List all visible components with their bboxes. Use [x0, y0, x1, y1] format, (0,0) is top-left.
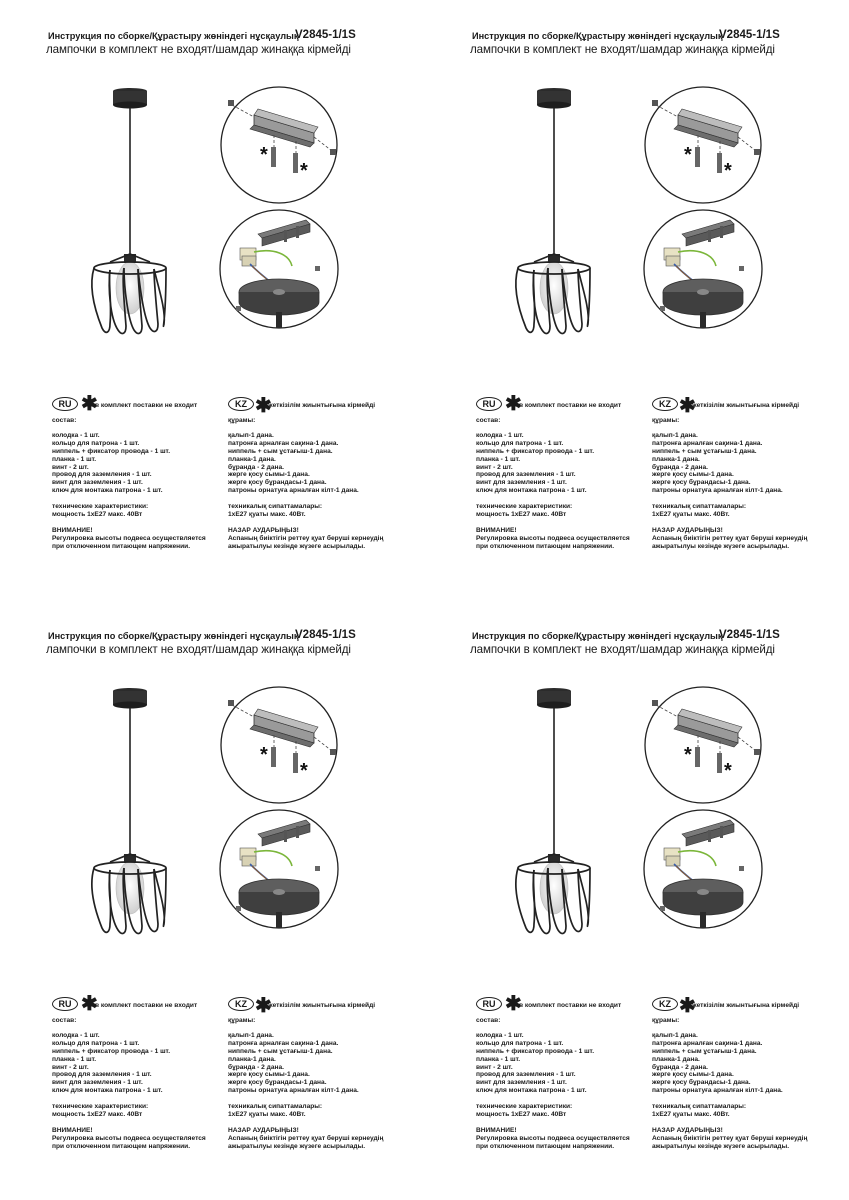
asterisk-icon: ✱ — [255, 995, 272, 1017]
asterisk-icon: ✱ — [505, 993, 522, 1015]
ru-warning-title: ВНИМАНИЕ! — [52, 526, 93, 534]
ru-warning-line: Регулировка высоты подвеса осуществляется — [52, 1134, 206, 1142]
asterisk-mark: * — [724, 160, 732, 182]
kz-item: жерге қосу сымы-1 дана. — [652, 1071, 734, 1079]
pendant-lamp-illustration — [504, 88, 604, 348]
bulbs-note: лампочки в комплект не входят/шамдар жинаққа кірмейді — [46, 43, 351, 56]
kz-warning-line: Аспаның биіктігін реттеу қуат беруші кернеудің — [652, 534, 808, 542]
kz-item: бұранда - 2 дана. — [652, 1063, 708, 1071]
ru-item: кольцо для патрона - 1 шт. — [476, 1039, 564, 1047]
kz-specs-title: техникалық сипаттамалары: — [652, 503, 747, 511]
kz-specs-title: техникалық сипаттамалары: — [228, 1103, 323, 1111]
mounting-bracket-diagram — [638, 85, 768, 205]
kz-badge: KZ — [228, 397, 254, 411]
kz-item: қалып-1 дана. — [228, 1031, 274, 1039]
ru-column — [476, 1017, 630, 1151]
ru-item: кольцо для патрона - 1 шт. — [476, 439, 564, 447]
ru-warning-title: ВНИМАНИЕ! — [52, 1126, 93, 1134]
ru-warning-line: при отключенном питающем напряжении. — [476, 1142, 615, 1150]
ru-item: кольцо для патрона - 1 шт. — [52, 439, 140, 447]
ru-item: провод для заземления - 1 шт. — [476, 471, 576, 479]
ru-item: винт - 2 шт. — [52, 463, 89, 471]
kz-item: патроны орнатуға арналған кілт-1 дана. — [652, 487, 783, 495]
mounting-bracket-diagram — [214, 85, 344, 205]
kz-warning-title: НАЗАР АУДАРЫҢЫЗ! — [228, 1126, 299, 1134]
ru-item: колодка - 1 шт. — [476, 1031, 524, 1039]
ru-specs-title: технические характеристики: — [52, 1103, 149, 1111]
ru-composition-title: состав: — [476, 417, 501, 424]
kz-item: ниппель + сым ұстағыш-1 дана. — [228, 447, 333, 455]
kz-warning-line: ажыратылуы кезінде жүзеге асырылады. — [652, 542, 790, 550]
kz-item: ниппель + сым ұстағыш-1 дана. — [228, 1047, 333, 1055]
kz-item: ниппель + сым ұстағыш-1 дана. — [652, 1047, 757, 1055]
sheet-title: Инструкция по сборке/Құрастыру жөніндегі нұсқаулық — [48, 31, 299, 41]
asterisk-icon: ✱ — [81, 393, 98, 415]
kz-not-included-note: жеткізілім жиынтығына кірмейді — [692, 1002, 800, 1009]
ru-not-included-note: в комплект поставки не входит — [95, 1002, 198, 1009]
ru-item: ключ для монтажа патрона - 1 шт. — [476, 487, 587, 495]
kz-specs-value: 1хЕ27 қуаты макс. 40Вт. — [228, 1111, 306, 1119]
model-number: V2845-1/1S — [295, 629, 356, 641]
ru-item: винт - 2 шт. — [52, 1063, 89, 1071]
kz-item: жерге қосу сымы-1 дана. — [228, 471, 310, 479]
kz-item: патроны орнатуға арналған кілт-1 дана. — [228, 487, 359, 495]
kz-item: патронға арналған сақина-1 дана. — [228, 439, 339, 447]
kz-column — [652, 417, 807, 551]
bulbs-note: лампочки в комплект не входят/шамдар жинаққа кірмейді — [46, 643, 351, 656]
model-number: V2845-1/1S — [295, 29, 356, 41]
kz-warning-line: ажыратылуы кезінде жүзеге асырылады. — [228, 1142, 366, 1150]
ru-item: ключ для монтажа патрона - 1 шт. — [52, 487, 163, 495]
ru-specs-value: мощность 1хЕ27 макс. 40Вт — [476, 511, 567, 519]
kz-warning-line: Аспаның биіктігін реттеу қуат беруші кернеудің — [228, 534, 384, 542]
asterisk-mark: * — [300, 760, 308, 782]
kz-item: патронға арналған сақина-1 дана. — [652, 439, 763, 447]
ru-item: винт для заземления - 1 шт. — [476, 1079, 567, 1087]
kz-composition-title: құрамы: — [228, 1017, 256, 1024]
kz-item: ниппель + сым ұстағыш-1 дана. — [652, 447, 757, 455]
ru-specs-title: технические характеристики: — [52, 503, 149, 511]
kz-not-included-note: жеткізілім жиынтығына кірмейді — [268, 402, 376, 409]
kz-item: қалып-1 дана. — [228, 431, 274, 439]
model-number: V2845-1/1S — [719, 29, 780, 41]
asterisk-mark: * — [724, 760, 732, 782]
ru-column — [52, 1017, 206, 1151]
asterisk-icon: ✱ — [255, 395, 272, 417]
wiring-canopy-diagram — [638, 208, 768, 330]
ru-item: винт - 2 шт. — [476, 463, 513, 471]
kz-specs-value: 1хЕ27 қуаты макс. 40Вт. — [652, 1111, 730, 1119]
kz-composition-title: құрамы: — [652, 1017, 680, 1024]
mounting-bracket-diagram — [214, 685, 344, 805]
kz-item: жерге қосу бұрандасы-1 дана. — [652, 1079, 751, 1087]
kz-item: бұранда - 2 дана. — [228, 1063, 284, 1071]
ru-not-included-note: в комплект поставки не входит — [519, 1002, 622, 1009]
kz-item: жерге қосу бұрандасы-1 дана. — [228, 479, 327, 487]
ru-badge: RU — [476, 997, 502, 1011]
kz-warning-line: ажыратылуы кезінде жүзеге асырылады. — [652, 1142, 790, 1150]
asterisk-icon: ✱ — [505, 393, 522, 415]
wiring-canopy-diagram — [214, 808, 344, 930]
ru-badge: RU — [52, 397, 78, 411]
ru-item: провод для заземления - 1 шт. — [476, 1071, 576, 1079]
ru-item: кольцо для патрона - 1 шт. — [52, 1039, 140, 1047]
instruction-sheet — [424, 0, 848, 600]
kz-item: жерге қосу бұрандасы-1 дана. — [652, 479, 751, 487]
asterisk-mark: * — [260, 744, 268, 766]
instruction-sheet — [0, 0, 424, 600]
kz-item: планка-1 дана. — [652, 1055, 700, 1063]
ru-warning-line: Регулировка высоты подвеса осуществляется — [476, 534, 630, 542]
ru-item: ниппель + фиксатор провода - 1 шт. — [52, 447, 171, 455]
kz-not-included-note: жеткізілім жиынтығына кірмейді — [268, 1002, 376, 1009]
ru-specs-title: технические характеристики: — [476, 1103, 573, 1111]
ru-warning-line: при отключенном питающем напряжении. — [476, 542, 615, 550]
ru-item: винт для заземления - 1 шт. — [52, 1079, 143, 1087]
asterisk-icon: ✱ — [81, 993, 98, 1015]
kz-specs-title: техникалық сипаттамалары: — [652, 1103, 747, 1111]
ru-badge: RU — [52, 997, 78, 1011]
ru-warning-line: Регулировка высоты подвеса осуществляется — [52, 534, 206, 542]
ru-not-included-note: в комплект поставки не входит — [95, 402, 198, 409]
ru-composition-title: состав: — [52, 1017, 77, 1024]
kz-specs-title: техникалық сипаттамалары: — [228, 503, 323, 511]
ru-warning-title: ВНИМАНИЕ! — [476, 1126, 517, 1134]
ru-badge: RU — [476, 397, 502, 411]
ru-item: ниппель + фиксатор провода - 1 шт. — [476, 447, 595, 455]
kz-warning-title: НАЗАР АУДАРЫҢЫЗ! — [652, 526, 723, 534]
kz-item: планка-1 дана. — [228, 455, 276, 463]
kz-item: бұранда - 2 дана. — [228, 463, 284, 471]
ru-item: колодка - 1 шт. — [52, 431, 100, 439]
kz-item: планка-1 дана. — [652, 455, 700, 463]
kz-item: патронға арналған сақина-1 дана. — [228, 1039, 339, 1047]
kz-item: жерге қосу сымы-1 дана. — [228, 1071, 310, 1079]
ru-item: планка - 1 шт. — [52, 455, 97, 463]
kz-not-included-note: жеткізілім жиынтығына кірмейді — [692, 402, 800, 409]
ru-warning-line: Регулировка высоты подвеса осуществляется — [476, 1134, 630, 1142]
ru-item: провод для заземления - 1 шт. — [52, 471, 152, 479]
ru-item: планка - 1 шт. — [476, 455, 521, 463]
kz-warning-line: Аспаның биіктігін реттеу қуат беруші кернеудің — [652, 1134, 808, 1142]
asterisk-icon: ✱ — [679, 995, 696, 1017]
ru-item: ниппель + фиксатор провода - 1 шт. — [52, 1047, 171, 1055]
kz-item: планка-1 дана. — [228, 1055, 276, 1063]
ru-composition-title: состав: — [476, 1017, 501, 1024]
kz-composition-title: құрамы: — [228, 417, 256, 424]
kz-specs-value: 1хЕ27 қуаты макс. 40Вт. — [652, 511, 730, 519]
ru-composition-title: состав: — [52, 417, 77, 424]
ru-item: колодка - 1 шт. — [476, 431, 524, 439]
ru-item: ключ для монтажа патрона - 1 шт. — [476, 1087, 587, 1095]
pendant-lamp-illustration — [504, 688, 604, 948]
ru-specs-title: технические характеристики: — [476, 503, 573, 511]
instruction-sheet — [424, 600, 848, 1200]
ru-item: планка - 1 шт. — [52, 1055, 97, 1063]
sheet-title: Инструкция по сборке/Құрастыру жөніндегі нұсқаулық — [472, 31, 723, 41]
kz-warning-title: НАЗАР АУДАРЫҢЫЗ! — [228, 526, 299, 534]
ru-item: винт - 2 шт. — [476, 1063, 513, 1071]
ru-specs-value: мощность 1хЕ27 макс. 40Вт — [52, 1111, 143, 1119]
ru-item: планка - 1 шт. — [476, 1055, 521, 1063]
kz-badge: KZ — [228, 997, 254, 1011]
kz-item: бұранда - 2 дана. — [652, 463, 708, 471]
kz-item: патроны орнатуға арналған кілт-1 дана. — [228, 1087, 359, 1095]
ru-column — [52, 417, 206, 551]
asterisk-mark: * — [260, 144, 268, 166]
ru-item: ключ для монтажа патрона - 1 шт. — [52, 1087, 163, 1095]
ru-item: провод для заземления - 1 шт. — [52, 1071, 152, 1079]
instruction-sheet — [0, 600, 424, 1200]
sheet-title: Инструкция по сборке/Құрастыру жөніндегі нұсқаулық — [472, 631, 723, 641]
pendant-lamp-illustration — [80, 88, 180, 348]
kz-column — [228, 417, 383, 551]
bulbs-note: лампочки в комплект не входят/шамдар жинаққа кірмейді — [470, 643, 775, 656]
kz-column — [228, 1017, 383, 1151]
kz-badge: KZ — [652, 997, 678, 1011]
ru-item: винт для заземления - 1 шт. — [52, 479, 143, 487]
asterisk-icon: ✱ — [679, 395, 696, 417]
ru-warning-title: ВНИМАНИЕ! — [476, 526, 517, 534]
ru-not-included-note: в комплект поставки не входит — [519, 402, 622, 409]
kz-specs-value: 1хЕ27 қуаты макс. 40Вт. — [228, 511, 306, 519]
kz-column — [652, 1017, 807, 1151]
ru-warning-line: при отключенном питающем напряжении. — [52, 1142, 191, 1150]
model-number: V2845-1/1S — [719, 629, 780, 641]
ru-specs-value: мощность 1хЕ27 макс. 40Вт — [52, 511, 143, 519]
kz-item: жерге қосу бұрандасы-1 дана. — [228, 1079, 327, 1087]
ru-item: колодка - 1 шт. — [52, 1031, 100, 1039]
kz-item: жерге қосу сымы-1 дана. — [652, 471, 734, 479]
kz-warning-title: НАЗАР АУДАРЫҢЫЗ! — [652, 1126, 723, 1134]
ru-warning-line: при отключенном питающем напряжении. — [52, 542, 191, 550]
kz-composition-title: құрамы: — [652, 417, 680, 424]
ru-specs-value: мощность 1хЕ27 макс. 40Вт — [476, 1111, 567, 1119]
wiring-canopy-diagram — [214, 208, 344, 330]
ru-column — [476, 417, 630, 551]
kz-warning-line: ажыратылуы кезінде жүзеге асырылады. — [228, 542, 366, 550]
kz-item: қалып-1 дана. — [652, 431, 698, 439]
wiring-canopy-diagram — [638, 808, 768, 930]
kz-badge: KZ — [652, 397, 678, 411]
kz-warning-line: Аспаның биіктігін реттеу қуат беруші кернеудің — [228, 1134, 384, 1142]
kz-item: патронға арналған сақина-1 дана. — [652, 1039, 763, 1047]
ru-item: винт для заземления - 1 шт. — [476, 479, 567, 487]
asterisk-mark: * — [300, 160, 308, 182]
asterisk-mark: * — [684, 144, 692, 166]
kz-item: патроны орнатуға арналған кілт-1 дана. — [652, 1087, 783, 1095]
pendant-lamp-illustration — [80, 688, 180, 948]
asterisk-mark: * — [684, 744, 692, 766]
mounting-bracket-diagram — [638, 685, 768, 805]
kz-item: қалып-1 дана. — [652, 1031, 698, 1039]
bulbs-note: лампочки в комплект не входят/шамдар жинаққа кірмейді — [470, 43, 775, 56]
ru-item: ниппель + фиксатор провода - 1 шт. — [476, 1047, 595, 1055]
sheet-title: Инструкция по сборке/Құрастыру жөніндегі нұсқаулық — [48, 631, 299, 641]
